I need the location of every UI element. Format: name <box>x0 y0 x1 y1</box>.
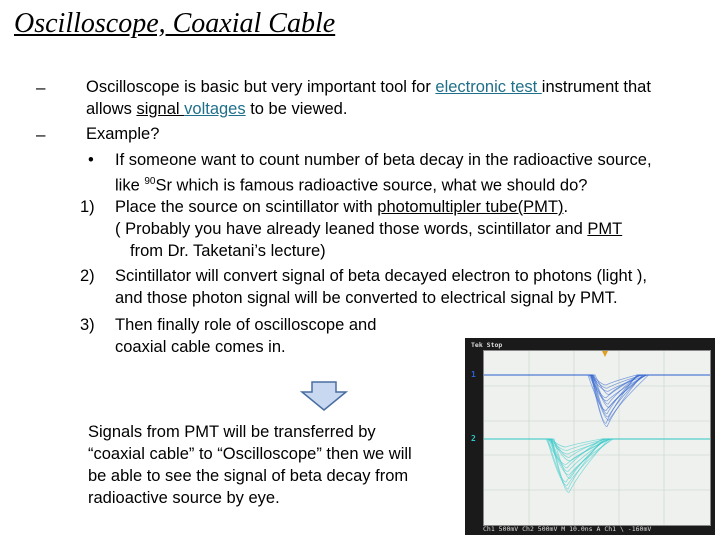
down-arrow-icon <box>300 380 348 412</box>
text-run: instrument that <box>541 78 651 96</box>
signal-underlined: signal <box>136 100 185 118</box>
pmt-underlined: photomultipler tube(PMT) <box>377 198 564 216</box>
text-run: to be viewed. <box>245 100 348 118</box>
step-1-line-1 <box>115 196 568 218</box>
ch2-trace <box>484 439 710 489</box>
bullet-dash-2: – <box>36 125 46 144</box>
step-3-number: 3) <box>80 316 95 334</box>
sub-bullet-line-2 <box>115 171 587 197</box>
sub-bullet-line-1: If someone want to count number of beta decay in the radioactive source, <box>115 151 652 169</box>
bullet-1-line-2 <box>86 98 347 120</box>
text-run: Sr which is famous radioactive source, what we should do? <box>155 176 588 195</box>
step-2-line-1: Scintillator will convert signal of beta decayed electron to photons (light ), <box>115 267 647 285</box>
step-2-number: 2) <box>80 267 95 285</box>
step-3-line-1: Then finally role of oscilloscope and <box>115 316 377 334</box>
step-2-line-2: and those photon signal will be converted to electrical signal by PMT. <box>115 289 618 307</box>
slide-title: Oscilloscope, Coaxial Cable <box>14 8 336 39</box>
step-1-number: 1) <box>80 198 95 216</box>
voltages-link[interactable]: voltages <box>184 100 246 118</box>
ch2-trace <box>484 439 710 475</box>
scope-screen <box>483 350 711 526</box>
bullet-2: Example? <box>86 125 160 143</box>
bullet-1-line-1 <box>86 76 651 98</box>
explanation-note: Signals from PMT will be transferred by “coaxial cable” to “Oscilloscope” then we will be able to see the signal of beta decay from radioactive source by eye. <box>88 423 412 507</box>
trigger-marker-icon <box>602 351 608 357</box>
scope-grid <box>484 351 710 525</box>
bullet-dash-1: – <box>36 78 46 97</box>
scope-readout: Ch1 500mV Ch2 500mV M 10.0ns A Ch1 \ -160mV <box>483 525 652 533</box>
ch1-trace-group <box>484 375 710 427</box>
isotope-superscript: 90 <box>144 176 156 187</box>
step-3-line-2: coaxial cable comes in. <box>115 338 286 356</box>
text-run: . <box>563 198 569 216</box>
scope-waveforms <box>484 351 710 525</box>
oscilloscope-screenshot <box>465 338 715 535</box>
text-run: Oscilloscope is basic but very important tool for <box>86 78 436 96</box>
text-run: ( Probably you have already leaned those words, scintillator and <box>115 220 588 238</box>
ch2-marker: 2 <box>471 434 476 443</box>
text-run: like <box>115 176 145 195</box>
ch2-trace-group <box>484 439 710 493</box>
scope-status-label: Tek Stop <box>471 341 503 349</box>
step-1-line-2 <box>115 218 622 240</box>
pmt-underlined: PMT <box>587 220 623 238</box>
sub-bullet-dot: • <box>88 151 94 169</box>
ch1-marker: 1 <box>471 370 476 379</box>
text-run: Place the source on scintillator with <box>115 198 378 216</box>
ch1-trace <box>484 375 710 427</box>
text-run: allows <box>86 100 137 118</box>
electronic-test-link[interactable]: electronic test <box>435 78 542 96</box>
step-1-line-3: from Dr. Taketani’s lecture) <box>130 242 326 260</box>
